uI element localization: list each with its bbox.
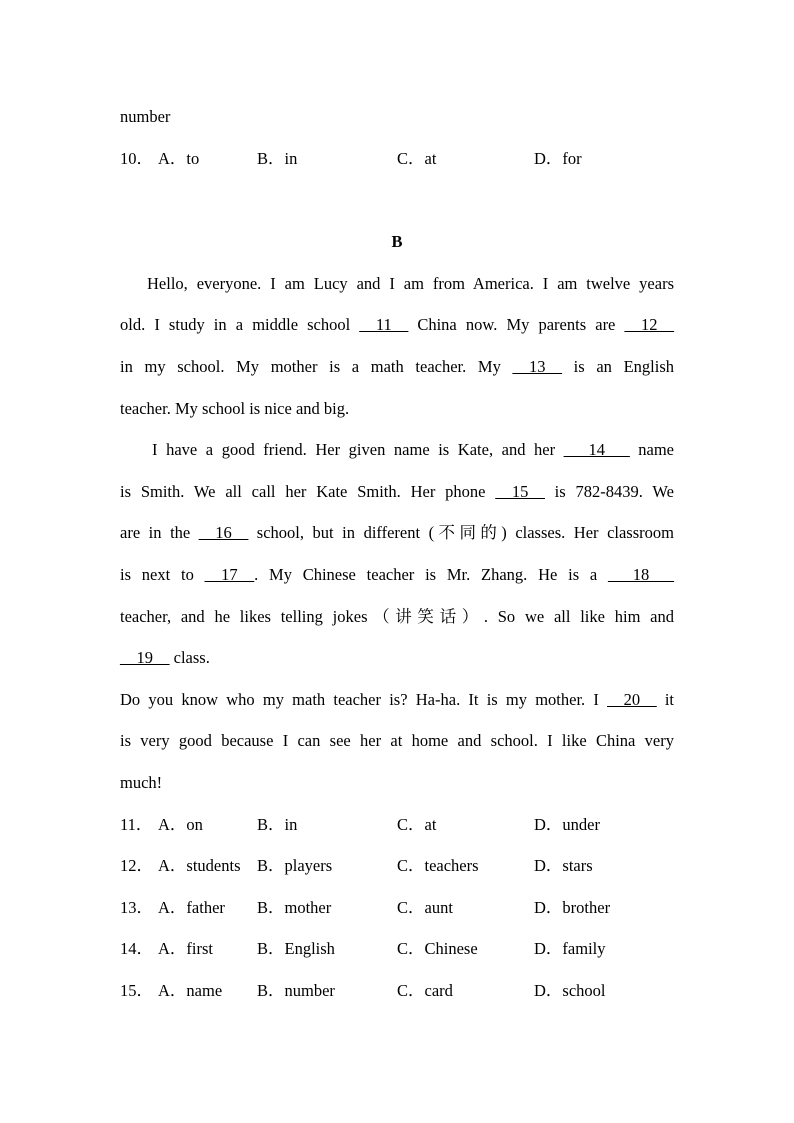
continued-text: number [120,107,171,126]
blank-15: __15__ [495,482,545,501]
passage-text: China now. My parents are [408,315,625,334]
passage-text: is 782-8439. We [544,482,674,501]
passage-text: I have a good friend. Her given name is Kate, and her [152,440,564,459]
question-14 [120,939,680,959]
passage-line [147,274,674,294]
option-a: A．first [158,939,213,958]
option-c: C．at [397,149,437,168]
passage-line [120,315,674,335]
section-title: B [391,232,403,251]
question-number: 10． [120,149,153,168]
option-d: D．family [534,939,606,958]
option-c: C．aunt [397,898,453,917]
option-d: D．stars [534,856,593,875]
passage-text: it [656,690,674,709]
passage-text: name [629,440,674,459]
passage-text: is Smith. We all call her Kate Smith. Her phone [120,482,496,501]
passage-line [120,648,674,668]
passage-text: in my school. My mother is a math teacher. My [120,357,513,376]
passage-text: are in the [120,523,199,542]
option-c: C．Chinese [397,939,478,958]
question-15 [120,981,680,1001]
passage-text: class. [169,648,210,667]
question-12 [120,856,680,876]
blank-20: __20__ [607,690,657,709]
option-c: C．at [397,815,437,834]
option-b: B．in [257,815,298,834]
blank-16: __16__ [198,523,249,542]
passage-line [120,357,674,377]
question-number: 12． [120,856,153,875]
option-b: B．English [257,939,335,958]
option-b: B．number [257,981,335,1000]
passage-text: is next to [120,565,205,584]
question-number: 15． [120,981,153,1000]
option-a: A．father [158,898,225,917]
option-a: A．name [158,981,223,1000]
blank-14: ___14___ [563,440,630,459]
passage-line: teacher, and he likes telling jokes（讲笑话）. So we all like him and [120,607,674,626]
option-b: B．mother [257,898,332,917]
option-a: A．students [158,856,241,875]
passage-line: much! [120,773,163,792]
option-a: A．to [158,149,200,168]
question-number: 14． [120,939,153,958]
passage-text: Hello, everyone. I am Lucy and I am from America. I am twelve years [147,274,674,293]
blank-12: __12__ [624,315,674,334]
option-c: C．teachers [397,856,479,875]
blank-19: __19__ [120,648,170,667]
passage-text: Do you know who my math teacher is? Ha-ha. It is my mother. I [120,690,608,709]
passage-line [120,690,674,710]
option-d: D．under [534,815,600,834]
option-b: B．in [257,149,298,168]
option-b: B．players [257,856,333,875]
blank-17: __17__ [204,565,255,584]
question-13 [120,898,680,918]
option-d: D．for [534,149,582,168]
passage-text: old. I study in a middle school [120,315,360,334]
passage-line [120,523,674,543]
question-11 [120,815,680,835]
option-d: D．brother [534,898,611,917]
passage-text: . My Chinese teacher is Mr. Zhang. He is a [254,565,609,584]
passage-text: is an English [562,357,675,376]
question-10 [120,149,680,169]
passage-line: teacher. My school is nice and big. [120,399,350,418]
passage-line: is very good because I can see her at home and school. I like China very [120,731,674,750]
option-c: C．card [397,981,453,1000]
passage-line [152,440,674,460]
passage-line [120,565,674,585]
option-d: D．school [534,981,606,1000]
blank-11: __11__ [359,315,409,334]
blank-13: __13__ [512,357,563,376]
passage-text: school, but in different (不同的) classes. Her classroom [248,523,674,542]
passage-line [120,482,674,502]
question-number: 13． [120,898,153,917]
question-number: 11． [120,815,153,834]
blank-18: ___18___ [608,565,675,584]
option-a: A．on [158,815,203,834]
